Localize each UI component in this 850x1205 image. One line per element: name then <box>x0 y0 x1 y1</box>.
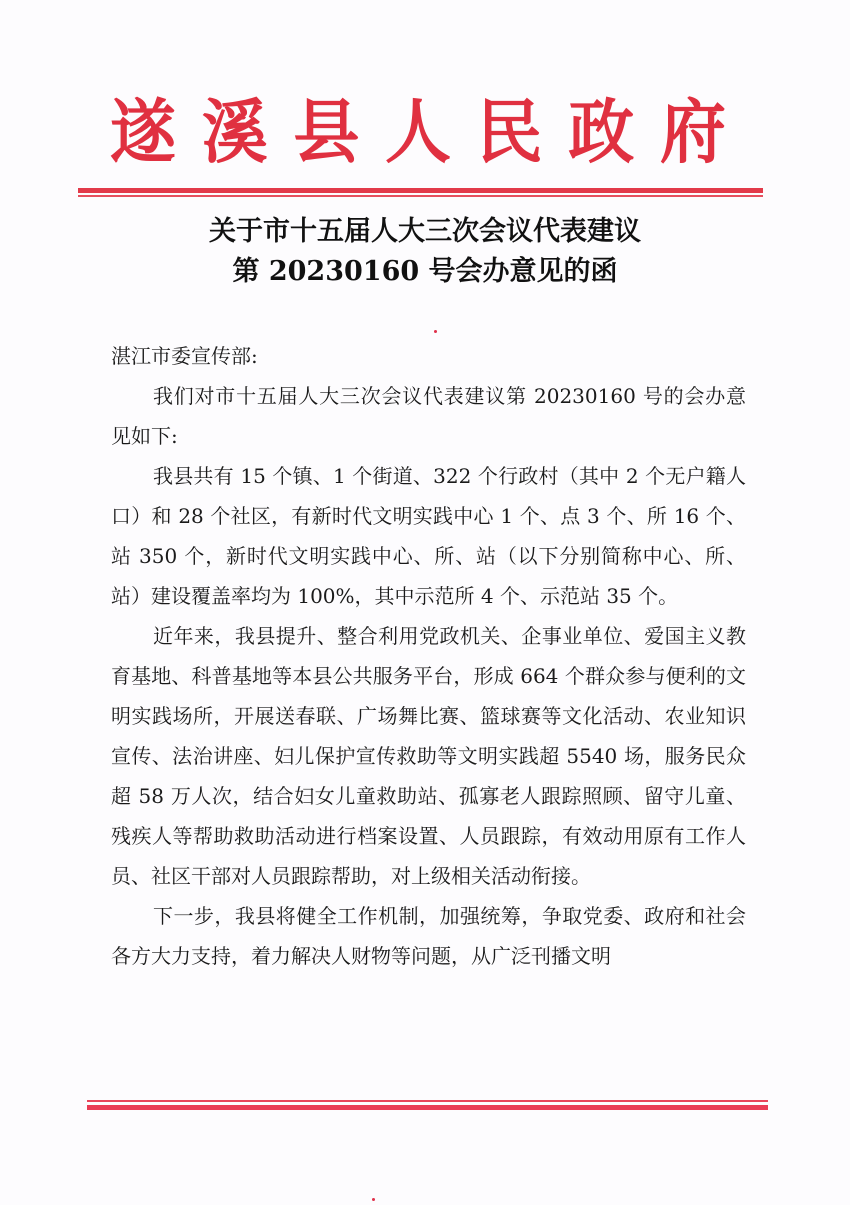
document-title <box>0 212 850 292</box>
document-title-line-1: 关于市十五届人大三次会议代表建议 <box>209 216 641 247</box>
body-paragraph: 下一步，我县将健全工作机制，加强统筹，争取党委、政府和社会各方大力支持，着力解决人财物等问题，从广泛刊播文明 <box>111 904 746 968</box>
issuer-char: 政 <box>568 91 635 173</box>
issuer-char: 县 <box>293 91 360 173</box>
document-body <box>111 336 746 976</box>
red-header-masthead <box>0 92 850 182</box>
header-rule-thin <box>78 195 763 197</box>
stray-mark <box>372 1198 375 1201</box>
issuer-char: 民 <box>476 91 543 173</box>
stray-mark <box>434 330 437 333</box>
body-paragraph: 我们对市十五届人大三次会议代表建议第 20230160 号的会办意见如下: <box>111 384 746 448</box>
body-paragraph: 我县共有 15 个镇、1 个街道、322 个行政村（其中 2 个无户籍人口）和 28 个社区，有新时代文明实践中心 1 个、点 3 个、所 16 个、站 350 个，新时代文明实践中心、所、站（以下分别简称中心、所、站）建设覆盖率均为 100%，其中示范所 4 个、示范站 35 个。 <box>111 464 746 608</box>
footer-rule-thick <box>87 1105 768 1110</box>
issuer-name <box>108 92 728 172</box>
issuer-char: 溪 <box>201 91 268 173</box>
header-red-rule <box>78 188 763 197</box>
body-paragraph: 近年来，我县提升、整合利用党政机关、企事业单位、爱国主义教育基地、科普基地等本县公共服务平台，形成 664 个群众参与便利的文明实践场所，开展送春联、广场舞比赛、篮球赛等文化活动、农业知识宣传、法治讲座、妇儿保护宣传救助等文明实践超 5540 场，服务民众超 58 万人次，结合妇女儿童救助站、孤寡老人跟踪照顾、留守儿童、残疾人等帮助救助活动进行档案设置、人员跟踪，有效动用原有工作人员、社区干部对人员跟踪帮助，对上级相关活动衔接。 <box>111 624 746 888</box>
issuer-char: 遂 <box>110 91 176 173</box>
footer-red-rule <box>87 1100 768 1110</box>
issuer-char: 府 <box>659 91 726 173</box>
salutation: 湛江市委宣传部: <box>111 344 258 368</box>
issuer-char: 人 <box>384 91 451 173</box>
document-title-line-2: 第 20230160 号会办意见的函 <box>232 256 618 287</box>
